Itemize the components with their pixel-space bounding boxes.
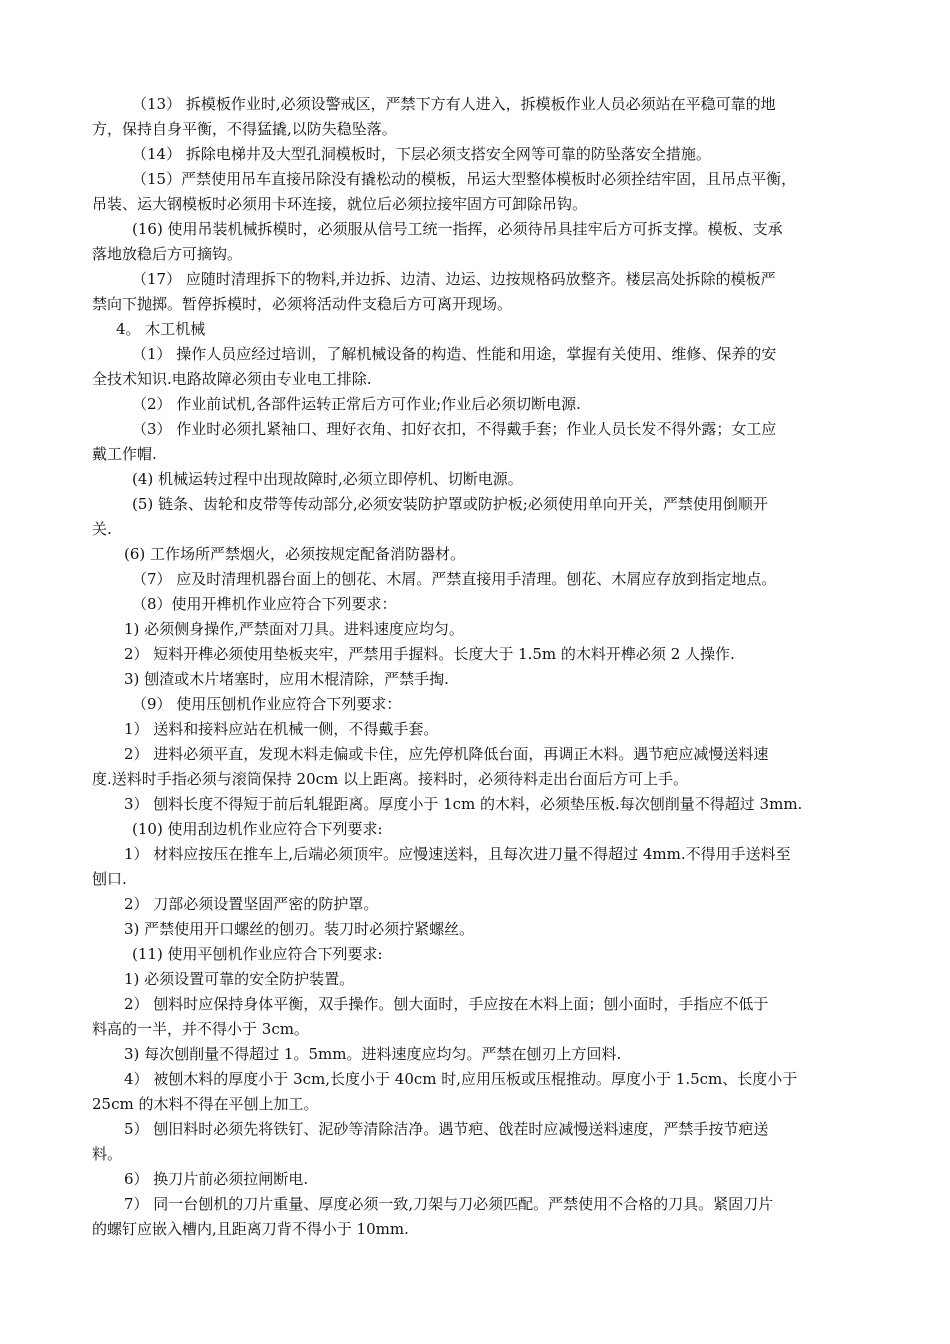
paragraph (92, 667, 860, 692)
text-line: 1） 送料和接料应站在机械一侧，不得戴手套。 (124, 720, 439, 738)
paragraph (92, 642, 860, 667)
paragraph (92, 1042, 860, 1067)
paragraph (92, 717, 860, 742)
paragraph (92, 617, 860, 642)
text-line: 3) 每次刨削量不得超过 1。5mm。进料速度应均匀。严禁在刨刃上方回料. (124, 1045, 622, 1063)
text-line: （15）严禁使用吊车直接吊除没有撬松动的模板，吊运大型整体模板时必须拴结牢固，且吊点平衡， (132, 170, 797, 188)
text-line: （14） 拆除电梯井及大型孔洞模板时，下层必须支搭安全网等可靠的防坠落安全措施。 (132, 145, 711, 163)
paragraph (92, 1192, 860, 1242)
text-line: (16) 使用吊装机械拆模时，必须服从信号工统一指挥，必须待吊具挂牢后方可拆支撑。模板、支承 (132, 220, 783, 238)
text-line: 25cm 的木料不得在平刨上加工。 (92, 1095, 319, 1113)
text-line: 料高的一半，并不得小于 3cm。 (92, 1020, 309, 1038)
paragraph (92, 917, 860, 942)
paragraph (92, 992, 860, 1042)
paragraph (92, 942, 860, 967)
text-line: 全技术知识.电路故障必须由专业电工排除. (92, 370, 372, 388)
text-line: 吊装、运大钢模板时必须用卡环连接，就位后必须拉接牢固方可卸除吊钩。 (92, 195, 588, 213)
text-line: 2） 刀部必须设置坚固严密的防护罩。 (124, 895, 379, 913)
text-line: 2） 进料必须平直，发现木料走偏或卡住，应先停机降低台面，再调正木料。遇节疤应减慢送料速 (124, 745, 769, 763)
text-line: 关. (92, 520, 112, 538)
text-line: 1) 必须侧身操作,严禁面对刀具。进料速度应均匀。 (124, 620, 464, 638)
text-line: 4） 被刨木料的厚度小于 3cm,长度小于 40cm 时,应用压板或压棍推动。厚度小于 1.5cm、长度小于 (124, 1070, 798, 1088)
paragraph (92, 217, 860, 267)
text-line: 2） 刨料时应保持身体平衡，双手操作。刨大面时，手应按在木料上面；刨小面时，手指应不低于 (124, 995, 769, 1013)
text-line: 落地放稳后方可摘钩。 (92, 245, 243, 263)
paragraph (92, 892, 860, 917)
text-line: （2） 作业前试机,各部件运转正常后方可作业;作业后必须切断电源. (132, 395, 581, 413)
paragraph (92, 742, 860, 792)
text-line: 5） 刨旧料时必须先将铁钉、泥砂等清除洁净。遇节疤、戗茬时应减慢送料速度，严禁手按节疤送 (124, 1120, 769, 1138)
text-line: 禁向下抛掷。暂停拆模时，必须将活动件支稳后方可离开现场。 (92, 295, 513, 313)
paragraph (92, 142, 860, 167)
text-line: 料。 (92, 1145, 123, 1163)
text-line: （3） 作业时必须扎紧袖口、理好衣角、扣好衣扣，不得戴手套；作业人员长发不得外露；女工应 (132, 420, 777, 438)
text-line: 方，保持自身平衡，不得猛撬,以防失稳坠落。 (92, 120, 397, 138)
text-line: （9） 使用压刨机作业应符合下列要求： (132, 695, 402, 713)
paragraph (92, 967, 860, 992)
paragraph (92, 592, 860, 617)
text-line: (6) 工作场所严禁烟火，必须按规定配备消防器材。 (124, 545, 466, 563)
text-line: （17） 应随时清理拆下的物料,并边拆、边清、边运、边按规格码放整齐。楼层高处拆除的模板严 (132, 270, 776, 288)
paragraph (92, 167, 860, 217)
text-line: 7） 同一台刨机的刀片重量、厚度必须一致,刀架与刀必须匹配。严禁使用不合格的刀具。紧固刀片 (124, 1195, 774, 1213)
paragraph (92, 317, 860, 342)
paragraph (92, 1067, 860, 1117)
text-line: 3) 刨渣或木片堵塞时，应用木棍清除，严禁手掏. (124, 670, 449, 688)
text-line: 1) 必须设置可靠的安全防护装置。 (124, 970, 355, 988)
text-line: （8）使用开榫机作业应符合下列要求： (132, 595, 397, 613)
paragraph (92, 417, 860, 467)
paragraph (92, 792, 860, 817)
paragraph (92, 1167, 860, 1192)
paragraph (92, 267, 860, 317)
text-line: 4。 木工机械 (116, 320, 206, 338)
paragraph (92, 842, 860, 892)
text-line: 的螺钉应嵌入槽内,且距离刀背不得小于 10mm. (92, 1220, 409, 1238)
paragraph (92, 92, 860, 142)
text-line: 戴工作帽. (92, 445, 157, 463)
paragraph (92, 392, 860, 417)
text-line: (10) 使用刮边机作业应符合下列要求: (132, 820, 383, 838)
paragraph (92, 492, 860, 542)
text-line: (4) 机械运转过程中出现故障时,必须立即停机、切断电源。 (132, 470, 523, 488)
text-line: 1） 材料应按压在推车上,后端必须顶牢。应慢速送料，且每次进刀量不得超过 4mm.不得用手送料至 (124, 845, 791, 863)
text-line: （13） 拆模板作业时,必须设警戒区，严禁下方有人进入，拆模板作业人员必须站在平稳可靠的地 (132, 95, 776, 113)
text-line: 刨口. (92, 870, 127, 888)
text-line: (5) 链条、齿轮和皮带等传动部分,必须安装防护罩或防护板;必须使用单向开关，严禁使用倒顺开 (132, 495, 768, 513)
paragraph (92, 567, 860, 592)
paragraph (92, 467, 860, 492)
text-line: 3) 严禁使用开口螺丝的刨刃。装刀时必须拧紧螺丝。 (124, 920, 475, 938)
text-line: （7） 应及时清理机器台面上的刨花、木屑。严禁直接用手清理。刨花、木屑应存放到指定地点。 (132, 570, 777, 588)
paragraph (92, 692, 860, 717)
text-line: 6） 换刀片前必须拉闸断电. (124, 1170, 309, 1188)
text-line: 度.送料时手指必须与滚筒保持 20cm 以上距离。接料时，必须待料走出台面后方可上手。 (92, 770, 689, 788)
text-line: (11) 使用平刨机作业应符合下列要求: (132, 945, 383, 963)
paragraph (92, 542, 860, 567)
paragraph (92, 342, 860, 392)
paragraph (92, 1117, 860, 1167)
text-line: 3） 刨料长度不得短于前后轧辊距离。厚度小于 1cm 的木料，必须垫压板.每次刨削量不得超过 3mm. (124, 795, 803, 813)
text-line: 2） 短料开榫必须使用垫板夹牢，严禁用手握料。长度大于 1.5m 的木料开榫必须 2 人操作. (124, 645, 735, 663)
paragraph (92, 817, 860, 842)
text-line: （1） 操作人员应经过培训，了解机械设备的构造、性能和用途，掌握有关使用、维修、保养的安 (132, 345, 777, 363)
